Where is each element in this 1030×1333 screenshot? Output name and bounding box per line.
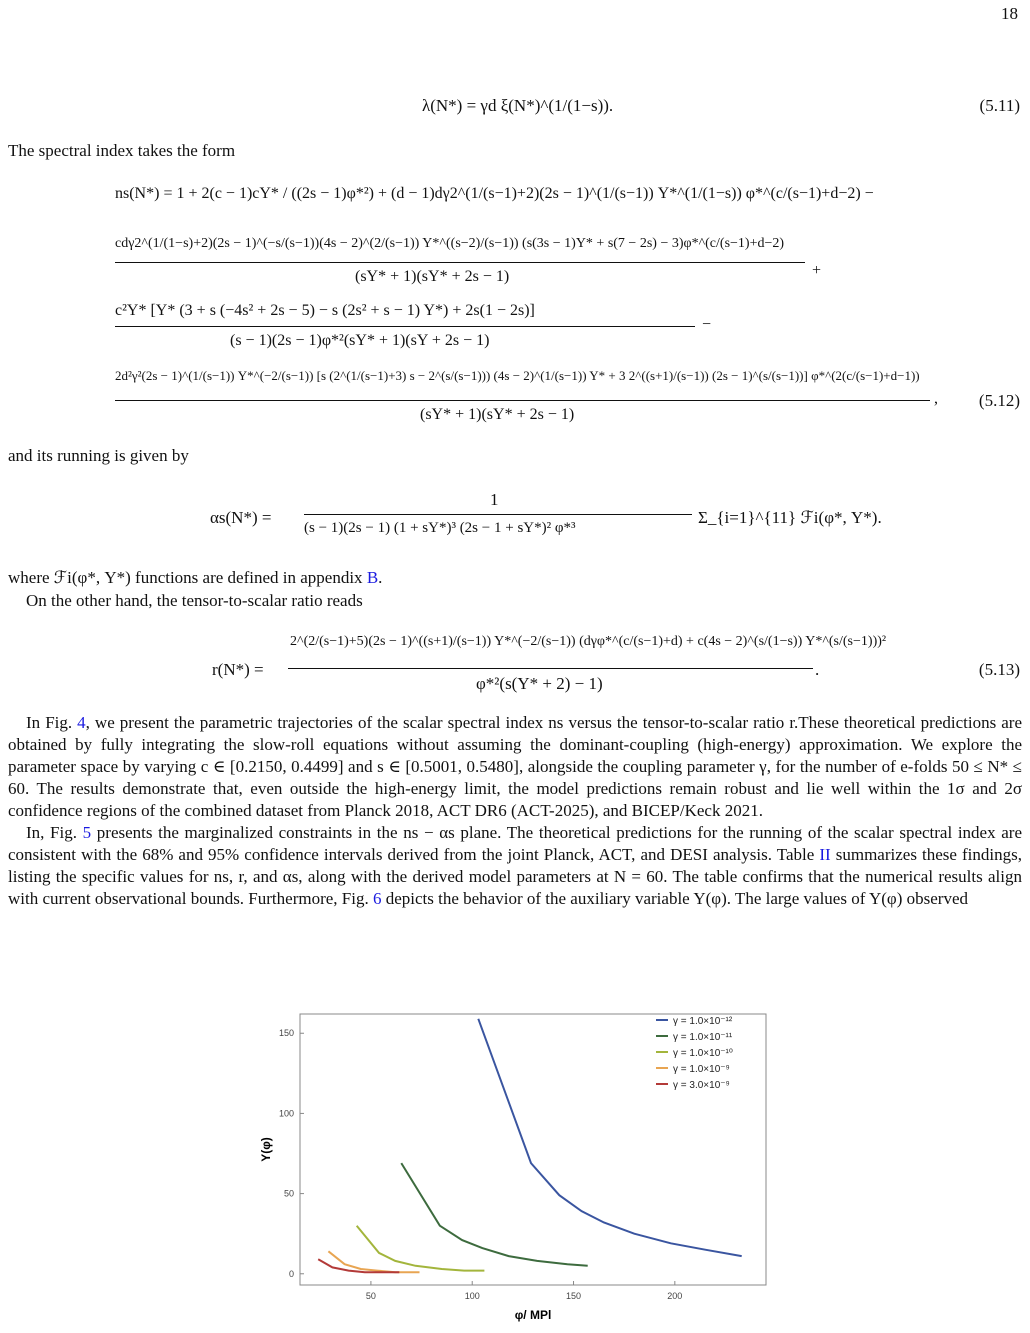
equation-5-12-comma: ,	[934, 390, 938, 407]
series-line-5	[318, 1259, 399, 1272]
equation-5-11-body: λ(N*) = γd ξ(N*)^(1/(1−s)).	[422, 96, 614, 115]
paragraph-2-text-d: depicts the behavior of the auxiliary variable Y(φ). The large values of Y(φ) observed	[381, 889, 969, 908]
equation-5-13-rule	[288, 668, 813, 669]
x-tick-label: 150	[566, 1291, 582, 1301]
equation-5-12-line1: ns(N*) = 1 + 2(c − 1)cY* / ((2s − 1)φ*²) + (d − 1)dγ2^(1/(s−1)+2)(2s − 1)^(1/(s−1)) Y*^(1/(1−s)) φ*^(c/(s−1)+d−2) −	[115, 185, 874, 202]
equation-5-12-line4-numerator: 2d²γ²(2s − 1)^(1/(s−1)) Y*^(−2/(s−1)) [s (2^(1/(s−1)+3) s − 2^(s/(s−1))) (4s − 2)^(1/(s−1)) Y* + 3 2^((s+1)/(s−1)) (2s − 1)^(s/(s−1))] φ*^(2(c/(s−1)+d−1))	[115, 368, 920, 383]
equation-5-11-number: (5.11)	[979, 96, 1020, 115]
text-tensor: On the other hand, the tensor-to-scalar ratio reads	[26, 591, 363, 610]
series-line-3	[357, 1226, 485, 1271]
equation-5-12-line4-rule	[115, 400, 930, 401]
figure-4-link[interactable]: 4	[77, 713, 86, 732]
equation-alpha-sum: Σ_{i=1}^{11} ℱi(φ*, Y*).	[698, 508, 882, 527]
legend-label-3: γ = 1.0×10⁻¹⁰	[673, 1048, 733, 1059]
equation-5-12-plus: +	[812, 262, 822, 279]
series-line-2	[401, 1163, 587, 1266]
text-where-part2: .	[378, 568, 383, 587]
appendix-b-link[interactable]: B	[366, 568, 379, 587]
x-axis-label: φ/ MPl	[514, 1308, 552, 1322]
figure-5-link[interactable]: 5	[82, 823, 92, 842]
y-axis-label: Y(φ)	[259, 1137, 273, 1162]
equation-5-12-line2-numerator: cdγ2^(1/(1−s)+2)(2s − 1)^(−s/(s−1))(4s − 2)^(2/(s−1)) Y*^((s−2)/(s−1)) (s(3s − 1)Y* + s(7 − 2s) − 3)φ*^(c/(s−1)+d−2)	[115, 236, 785, 251]
equation-5-12-line3-rule	[115, 326, 695, 327]
figure-6-link[interactable]: 6	[372, 889, 382, 908]
paragraph-2	[8, 822, 1022, 910]
paragraph-2-text-c: summarizes these findings, listing the specific values for ns, r, and αs, along with the derived model parameters at N = 60. The table confirms that the numerical results align with current observational bounds. Furthermore, Fig.	[8, 845, 1022, 908]
equation-5-12-line2-denominator: (sY* + 1)(sY* + 2s − 1)	[355, 268, 510, 285]
equation-5-13-period: .	[815, 660, 820, 679]
equation-5-13-denominator: φ*²(s(Y* + 2) − 1)	[476, 674, 603, 693]
equation-5-12-line3-denominator: (s − 1)(2s − 1)φ*²(sY* + 1)(sY + 2s − 1)	[230, 332, 490, 349]
equation-5-13-number: (5.13)	[978, 660, 1020, 679]
legend-label-1: γ = 1.0×10⁻¹²	[673, 1016, 733, 1027]
x-tick-label: 100	[464, 1291, 480, 1301]
x-tick-label: 200	[667, 1291, 683, 1301]
y-tick-label: 0	[288, 1268, 294, 1279]
equation-5-12-line4-denominator: (sY* + 1)(sY* + 2s − 1)	[420, 406, 575, 423]
paragraph-1-text-a: In Fig.	[26, 713, 78, 732]
legend-label-4: γ = 1.0×10⁻⁹	[673, 1064, 730, 1075]
equation-5-12-line2-rule	[115, 262, 805, 263]
equation-alpha-numerator: 1	[490, 490, 499, 509]
text-where	[8, 568, 382, 588]
equation-5-12-number: (5.12)	[978, 391, 1020, 410]
paragraph-2-text-b: presents the marginalized constraints in the ns − αs plane. The theoretical predictions for the running of the scalar spectral index are consistent with the 68% and 95% confidence intervals derived from the joint Planck, ACT, and DESI analysis. Table	[8, 823, 1023, 864]
y-tick-label: 50	[283, 1188, 294, 1199]
table-ii-link[interactable]: II	[819, 845, 831, 864]
page-number: 18	[1001, 4, 1018, 23]
equation-5-12-minus: −	[702, 316, 712, 333]
paragraph-2-text-a: In, Fig.	[26, 823, 83, 842]
text-running: and its running is given by	[8, 446, 189, 465]
equation-5-13-lhs: r(N*) =	[212, 660, 264, 679]
paragraph-1-text-b: , we present the parametric trajectories of the scalar spectral index ns versus the tensor-to-scalar ratio r.These theoretical predictions are obtained by fully integrating the slow-roll equations without assuming the dominant-coupling (high-energy) approximation. We explore the parameter space by varying c ∈ [0.2150, 0.4499] and s ∈ [0.5001, 0.5480], alongside the coupling parameter γ, for the number of e-folds 50 ≤ N* ≤ 60. The results demonstrate that, even outside the high-energy limit, the model predictions remain robust and lie well within the 1σ and 2σ confidence regions of the combined dataset from Planck 2018, ACT DR6 (ACT-2025), and BICEP/Keck 2021.	[8, 713, 1022, 820]
text-spectral-index: The spectral index takes the form	[8, 141, 236, 160]
text-where-part1: where ℱi(φ*, Y*) functions are defined in appendix	[8, 568, 367, 587]
legend-label-5: γ = 3.0×10⁻⁹	[673, 1080, 730, 1091]
paragraph-1	[8, 712, 1022, 822]
body-paragraphs	[8, 712, 1022, 910]
equation-alpha-denominator: (s − 1)(2s − 1) (1 + sY*)³ (2s − 1 + sY*)² φ*³	[304, 520, 576, 536]
equation-alpha-lhs: αs(N*) =	[210, 508, 272, 527]
legend-label-2: γ = 1.0×10⁻¹¹	[673, 1032, 733, 1043]
y-tick-label: 150	[278, 1028, 294, 1039]
equation-5-12-line3-numerator: c²Y* [Y* (3 + s (−4s² + 2s − 5) − s (2s² + s − 1) Y*) + 2s(1 − 2s)]	[115, 302, 535, 319]
y-tick-label: 100	[278, 1108, 294, 1119]
equation-5-13-numerator: 2^(2/(s−1)+5)(2s − 1)^((s+1)/(s−1)) Y*^(−2/(s−1)) (dγφ*^(c/(s−1)+d) + c(4s − 2)^(s/(1−s)) Y*^(s/(s−1)))²	[290, 634, 887, 649]
equation-alpha-rule	[304, 514, 692, 515]
x-tick-label: 50	[365, 1291, 376, 1301]
plot-legend	[656, 1016, 733, 1091]
y-phi-plot	[250, 1000, 780, 1333]
